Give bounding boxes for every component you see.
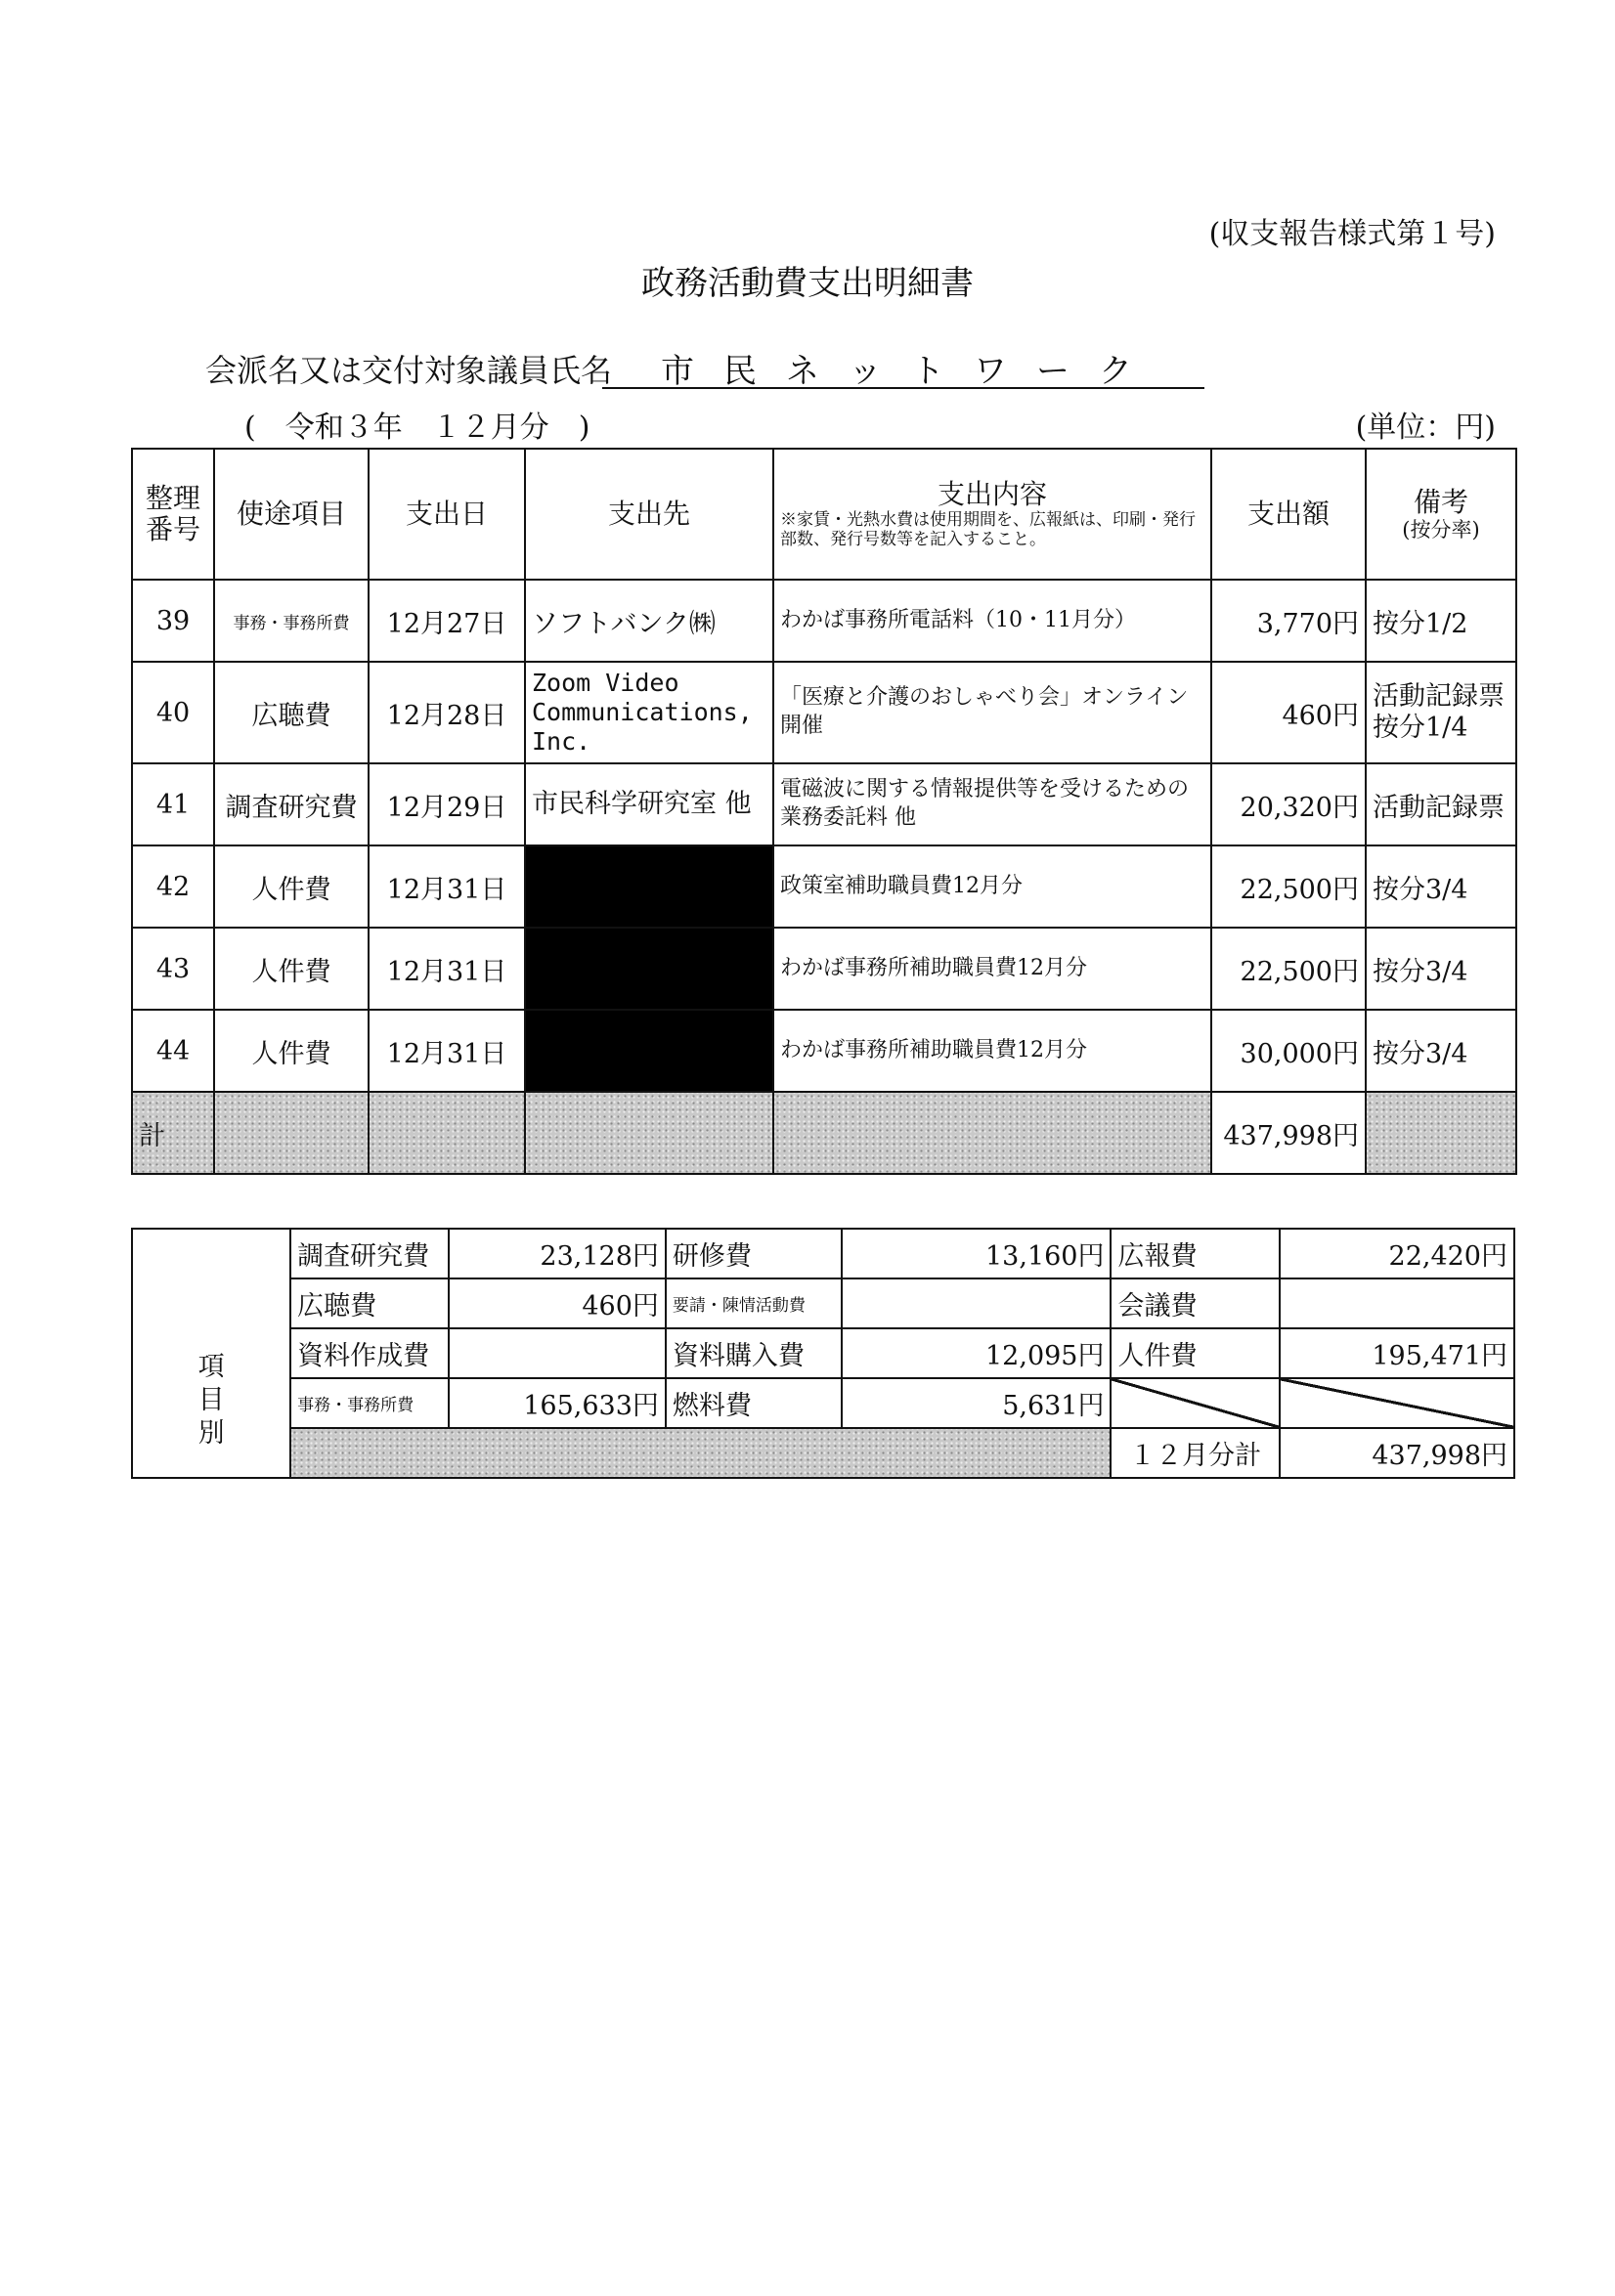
report-period: ( 令和３年 １２月分 ) bbox=[244, 411, 590, 445]
table-row bbox=[132, 580, 1516, 662]
faction-label: 会派名又は交付対象議員氏名 bbox=[205, 352, 613, 389]
row-number: 43 bbox=[132, 928, 214, 1010]
summary-label: 事務・事務所費 bbox=[290, 1378, 449, 1428]
row-amount: 30,000円 bbox=[1211, 1010, 1366, 1092]
header-content bbox=[773, 449, 1211, 580]
category-summary-table bbox=[131, 1228, 1515, 1479]
table-row bbox=[132, 1010, 1516, 1092]
summary-value bbox=[1280, 1278, 1514, 1328]
header-remarks-label: 備考 bbox=[1413, 485, 1468, 518]
month-total-value: 437,998円 bbox=[1280, 1428, 1514, 1478]
header-remarks bbox=[1366, 449, 1516, 580]
summary-value: 12,095円 bbox=[842, 1328, 1111, 1378]
total-label: 計 bbox=[132, 1092, 214, 1174]
summary-label: 研修費 bbox=[666, 1229, 843, 1278]
expense-table bbox=[131, 448, 1517, 1175]
redacted-payee bbox=[525, 1010, 773, 1092]
summary-row bbox=[132, 1328, 1514, 1378]
row-number: 39 bbox=[132, 580, 214, 662]
header-remarks-sub: (按分率) bbox=[1402, 518, 1480, 542]
form-number: (収支報告様式第１号) bbox=[1208, 217, 1496, 251]
row-remarks: 活動記録票 按分1/4 bbox=[1366, 662, 1516, 763]
diagonal-blank-cell bbox=[1280, 1378, 1514, 1428]
shaded-cell bbox=[773, 1092, 1211, 1174]
summary-label: 広聴費 bbox=[290, 1278, 449, 1328]
summary-value bbox=[449, 1328, 666, 1378]
summary-value: 460円 bbox=[449, 1278, 666, 1328]
summary-row bbox=[132, 1229, 1514, 1278]
table-row bbox=[132, 662, 1516, 763]
summary-value: 23,128円 bbox=[449, 1229, 666, 1278]
row-date: 12月31日 bbox=[369, 845, 525, 928]
row-category: 広聴費 bbox=[214, 662, 369, 763]
summary-value: 195,471円 bbox=[1280, 1328, 1514, 1378]
diagonal-blank-cell bbox=[1111, 1378, 1279, 1428]
summary-side-label bbox=[132, 1229, 290, 1478]
row-remarks: 按分3/4 bbox=[1366, 845, 1516, 928]
row-content: 政策室補助職員費12月分 bbox=[773, 845, 1211, 928]
row-amount: 3,770円 bbox=[1211, 580, 1366, 662]
document-title: 政務活動費支出明細書 bbox=[641, 264, 974, 303]
summary-label: 人件費 bbox=[1111, 1328, 1279, 1378]
summary-value: 22,420円 bbox=[1280, 1229, 1514, 1278]
header-content-note: ※家賃・光熱水費は使用期間を、広報紙は、印刷・発行部数、発行号数等を記入すること。 bbox=[780, 509, 1196, 550]
header-number: 整理番号 bbox=[132, 449, 214, 580]
row-date: 12月29日 bbox=[369, 763, 525, 845]
row-number: 44 bbox=[132, 1010, 214, 1092]
row-amount: 460円 bbox=[1211, 662, 1366, 763]
summary-label: 資料作成費 bbox=[290, 1328, 449, 1378]
row-date: 12月31日 bbox=[369, 1010, 525, 1092]
row-remarks: 按分3/4 bbox=[1366, 1010, 1516, 1092]
summary-label: 資料購入費 bbox=[666, 1328, 843, 1378]
shaded-cell bbox=[214, 1092, 369, 1174]
shaded-cell bbox=[1366, 1092, 1516, 1174]
row-payee: ソフトバンク㈱ bbox=[525, 580, 773, 662]
summary-total-row bbox=[132, 1428, 1514, 1478]
redacted-payee bbox=[525, 845, 773, 928]
row-category: 調査研究費 bbox=[214, 763, 369, 845]
row-content: わかば事務所補助職員費12月分 bbox=[773, 1010, 1211, 1092]
shaded-cell bbox=[369, 1092, 525, 1174]
header-amount: 支出額 bbox=[1211, 449, 1366, 580]
table-header-row bbox=[132, 449, 1516, 580]
row-content: 電磁波に関する情報提供等を受けるための業務委託料 他 bbox=[773, 763, 1211, 845]
row-content: わかば事務所電話料（10・11月分） bbox=[773, 580, 1211, 662]
summary-label: 調査研究費 bbox=[290, 1229, 449, 1278]
row-category: 人件費 bbox=[214, 928, 369, 1010]
row-number: 42 bbox=[132, 845, 214, 928]
header-date: 支出日 bbox=[369, 449, 525, 580]
header-payee: 支出先 bbox=[525, 449, 773, 580]
summary-value bbox=[842, 1278, 1111, 1328]
row-category: 人件費 bbox=[214, 845, 369, 928]
row-payee: Zoom Video Communications, Inc. bbox=[525, 662, 773, 763]
header-category: 使途項目 bbox=[214, 449, 369, 580]
total-amount: 437,998円 bbox=[1211, 1092, 1366, 1174]
unit-label: (単位：円) bbox=[1355, 411, 1496, 445]
row-category: 人件費 bbox=[214, 1010, 369, 1092]
summary-label: 燃料費 bbox=[666, 1378, 843, 1428]
row-date: 12月31日 bbox=[369, 928, 525, 1010]
row-amount: 22,500円 bbox=[1211, 928, 1366, 1010]
row-number: 40 bbox=[132, 662, 214, 763]
row-number: 41 bbox=[132, 763, 214, 845]
shaded-cell bbox=[525, 1092, 773, 1174]
summary-value: 165,633円 bbox=[449, 1378, 666, 1428]
row-remarks: 按分1/2 bbox=[1366, 580, 1516, 662]
table-row bbox=[132, 928, 1516, 1010]
summary-label: 要請・陳情活動費 bbox=[666, 1278, 843, 1328]
row-amount: 22,500円 bbox=[1211, 845, 1366, 928]
summary-row bbox=[132, 1278, 1514, 1328]
summary-label: 広報費 bbox=[1111, 1229, 1279, 1278]
row-date: 12月28日 bbox=[369, 662, 525, 763]
faction-name: 市民ネットワーク bbox=[602, 344, 1204, 389]
row-remarks: 按分3/4 bbox=[1366, 928, 1516, 1010]
row-date: 12月27日 bbox=[369, 580, 525, 662]
side-label-char: 目 bbox=[197, 1384, 225, 1415]
shaded-cell bbox=[290, 1428, 1111, 1478]
month-total-label: １２月分計 bbox=[1111, 1428, 1279, 1478]
row-amount: 20,320円 bbox=[1211, 763, 1366, 845]
header-content-label: 支出内容 bbox=[937, 477, 1047, 510]
row-payee: 市民科学研究室 他 bbox=[525, 763, 773, 845]
side-label-char: 項 bbox=[197, 1352, 225, 1382]
summary-row bbox=[132, 1378, 1514, 1428]
table-row bbox=[132, 845, 1516, 928]
row-remarks: 活動記録票 bbox=[1366, 763, 1516, 845]
total-row bbox=[132, 1092, 1516, 1174]
row-content: わかば事務所補助職員費12月分 bbox=[773, 928, 1211, 1010]
row-content: 「医療と介護のおしゃべり会」オンライン開催 bbox=[773, 662, 1211, 763]
summary-label: 会議費 bbox=[1111, 1278, 1279, 1328]
summary-value: 5,631円 bbox=[842, 1378, 1111, 1428]
summary-value: 13,160円 bbox=[842, 1229, 1111, 1278]
redacted-payee bbox=[525, 928, 773, 1010]
table-row bbox=[132, 763, 1516, 845]
side-label-char: 別 bbox=[197, 1417, 225, 1449]
row-category: 事務・事務所費 bbox=[214, 580, 369, 662]
